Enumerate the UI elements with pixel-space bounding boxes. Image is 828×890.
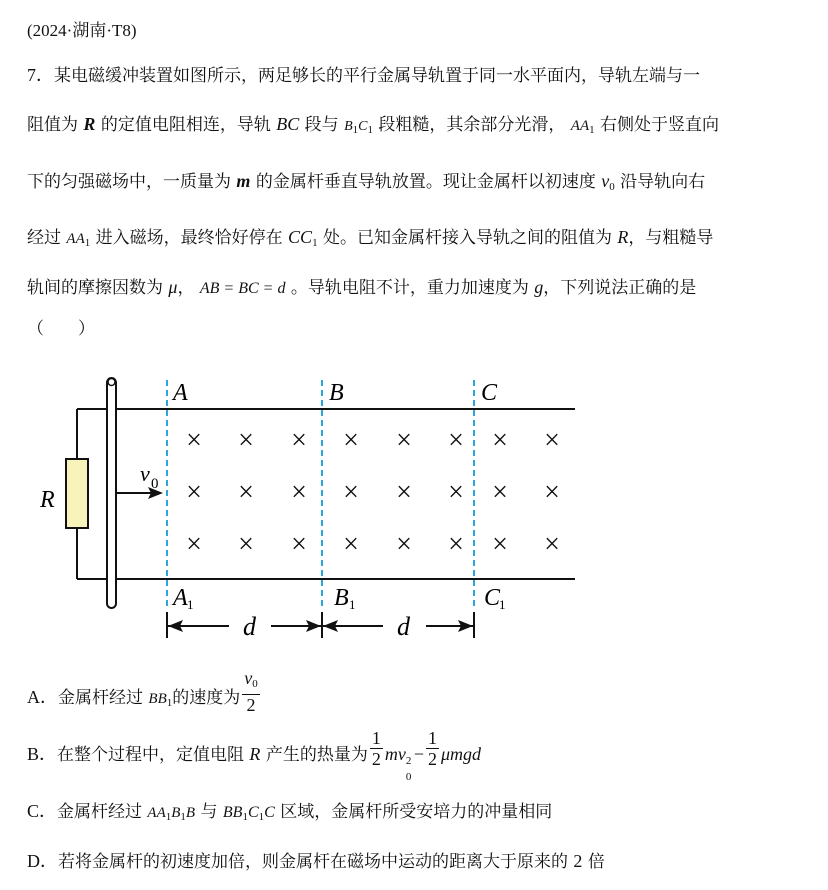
label-c1-sub: 1	[499, 597, 506, 612]
label-c1: C	[484, 585, 501, 611]
field-mark: ×	[343, 425, 359, 456]
field-mark: ×	[448, 477, 464, 508]
answer-blank: （ ）	[27, 319, 95, 339]
question-number: 7．	[27, 65, 54, 85]
field-mark: ×	[492, 425, 508, 456]
field-mark: ×	[396, 477, 412, 508]
fraction-one-half-b: $\frac{1}{2}$	[427, 728, 437, 769]
field-mark: ×	[544, 529, 560, 560]
label-c: C	[481, 380, 498, 406]
label-a1: A	[173, 585, 188, 611]
question-line-3: 下的匀强磁场中，一质量为 m 的金属杆垂直导轨放置。现让金属杆以初速度 $v_0$ 沿导轨向右	[27, 171, 706, 193]
resistor	[66, 459, 88, 528]
field-mark: ×	[448, 425, 464, 456]
field-mark: ×	[492, 477, 508, 508]
rod-top-cap	[108, 379, 115, 386]
field-mark: ×	[448, 529, 464, 560]
option-b[interactable]: B．在整个过程中，定值电阻 R 产生的热量为 $\frac{1}{2}$ mv 2 0 − $\frac{1}{2}$ μmgd	[27, 728, 482, 783]
fraction-one-half-a: $\frac{1}{2}$	[371, 728, 381, 769]
field-mark: ×	[291, 425, 307, 456]
question-line-2: 阻值为 R 的定值电阻相连，导轨 BC 段与 $B_1C_1$ 段粗糙，其余部分光滑， $AA_1$ 右侧处于竖直向	[27, 114, 720, 136]
resistor-label: R	[40, 487, 55, 513]
question-source: (2024·湖南·T8)	[27, 21, 137, 40]
field-mark: ×	[291, 477, 307, 508]
field-mark: ×	[544, 477, 560, 508]
field-mark: ×	[343, 529, 359, 560]
metal-rod	[107, 378, 116, 608]
field-mark: ×	[186, 529, 202, 560]
fraction-v0-over-2: $\frac{v_0}{2}$	[244, 668, 258, 715]
field-mark: ×	[396, 529, 412, 560]
field-mark: ×	[492, 529, 508, 560]
field-mark: ×	[343, 477, 359, 508]
label-a1-sub: 1	[187, 597, 194, 612]
magnetic-field-marks	[186, 425, 560, 560]
label-b1-sub: 1	[349, 597, 356, 612]
option-c[interactable]: C．金属杆经过 $AA_1B_1B$ 与 $BB_1C_1C$ 区域，金属杆所受安培力的冲量相同	[27, 801, 553, 823]
label-b: B	[329, 380, 344, 406]
field-mark: ×	[396, 425, 412, 456]
option-a[interactable]: A．金属杆经过 $BB_1$的速度为 $\frac{v_0}{2}$	[27, 668, 258, 715]
label-b1: B	[334, 585, 349, 611]
velocity-label: v	[140, 461, 150, 486]
field-mark: ×	[291, 529, 307, 560]
field-mark: ×	[544, 425, 560, 456]
label-a: A	[173, 380, 188, 406]
field-mark: ×	[186, 425, 202, 456]
question-line-5: 轨间的摩擦因数为 μ， AB = BC = d 。导轨电阻不计，重力加速度为 g，下列说法正确的是	[27, 277, 697, 298]
distance-label-bc: d	[397, 612, 410, 641]
distance-label-ab: d	[243, 612, 256, 641]
option-d[interactable]: D．若将金属杆的初速度加倍，则金属杆在磁场中运动的距离大于原来的 2 倍	[27, 851, 605, 872]
field-mark: ×	[238, 477, 254, 508]
question-line-1: 7．某电磁缓冲装置如图所示，两足够长的平行金属导轨置于同一水平面内，导轨左端与一	[27, 65, 700, 86]
question-line-4: 经过 $AA_1$ 进入磁场，最终恰好停在 $CC_1$ 处。已知金属杆接入导轨之间的阻值为 R，与粗糙导	[27, 227, 714, 249]
field-mark: ×	[238, 425, 254, 456]
field-mark: ×	[186, 477, 202, 508]
circuit-figure	[0, 360, 828, 660]
field-mark: ×	[238, 529, 254, 560]
velocity-label-sub: 0	[151, 476, 159, 492]
